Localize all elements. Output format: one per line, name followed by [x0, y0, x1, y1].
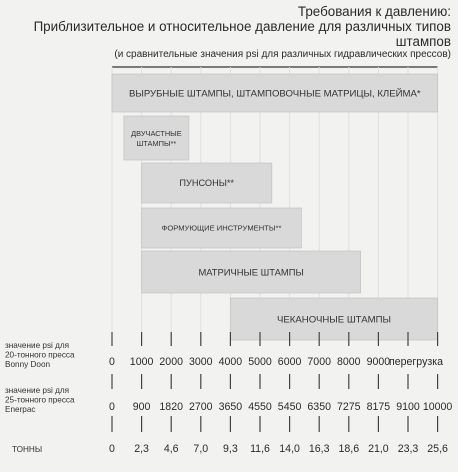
tick-value: 1000: [129, 356, 154, 368]
bar-label: ПУНСОНЫ**: [179, 178, 235, 189]
tick-value: 18,6: [338, 443, 360, 455]
tick-value: 9100: [396, 401, 420, 413]
tick-value: 4000: [218, 356, 243, 368]
tick-value: перегрузка: [389, 356, 443, 368]
tick-value: 2,3: [134, 443, 149, 455]
tick-value: 16,3: [308, 443, 330, 455]
chart-note: (и сравнительные значения psi для различных гидравлических прессов): [114, 49, 451, 60]
tick-value: 10000: [422, 401, 453, 413]
tick-value: 21,0: [368, 443, 389, 455]
tick-value: 9000: [366, 356, 391, 368]
tick-value: 7000: [307, 356, 331, 368]
tick-value: 25,6: [427, 443, 448, 455]
tick-value: 7275: [337, 401, 361, 413]
row-label: значение psi для 25-тонного пресса Enerpac: [5, 386, 75, 414]
tick-value: 7,0: [193, 443, 209, 455]
bar-label: МАТРИЧНЫЕ ШТАМПЫ: [198, 266, 304, 278]
tick-value: 4,6: [163, 443, 179, 455]
bar-label: ДВУЧАСТНЫЕ ШТАМПЫ**: [131, 129, 182, 148]
tick-value: 23,3: [397, 443, 419, 455]
tick-value: 1820: [159, 401, 183, 413]
tick-value: 5000: [248, 356, 272, 368]
bar-label: ФОРМУЮЩИЕ ИНСТРУМЕНТЫ**: [161, 223, 282, 233]
tick-value: 9,3: [223, 443, 238, 455]
tick-value: 8000: [337, 356, 361, 368]
tick-value: 2700: [189, 401, 213, 413]
tick-value: 6000: [277, 356, 302, 368]
bar-label: ВЫРУБНЫЕ ШТАМПЫ, ШТАМПОВОЧНЫЕ МАТРИЦЫ, КЛЕЙМА*: [128, 88, 421, 100]
row-label: значение psi для 20-тонного пресса Bonny Doon: [5, 341, 75, 369]
bar-2: [124, 116, 189, 160]
chart-title: Требования к давлению:: [297, 4, 451, 19]
tick-value: 11,6: [250, 443, 270, 455]
tick-value: 900: [132, 401, 151, 413]
tick-value: 0: [109, 443, 115, 455]
tick-value: 8175: [366, 401, 391, 413]
tick-value: 0: [109, 401, 115, 413]
tick-value: 2000: [159, 356, 183, 368]
tick-value: 5450: [277, 401, 302, 413]
tick-value: 0: [109, 356, 115, 368]
tick-value: 3650: [218, 401, 243, 413]
tick-value: 4550: [248, 401, 272, 413]
tick-value: 6350: [307, 401, 331, 413]
row-label: ТОННЫ: [12, 445, 43, 454]
tick-value: 3000: [189, 356, 213, 368]
chart-subtitle: Приблизительное и относительное давление для различных типов штампов: [33, 19, 451, 49]
tick-value: 14,0: [279, 443, 300, 455]
bar-label: ЧЕКАНОЧНЫЕ ШТАМПЫ: [277, 314, 391, 326]
